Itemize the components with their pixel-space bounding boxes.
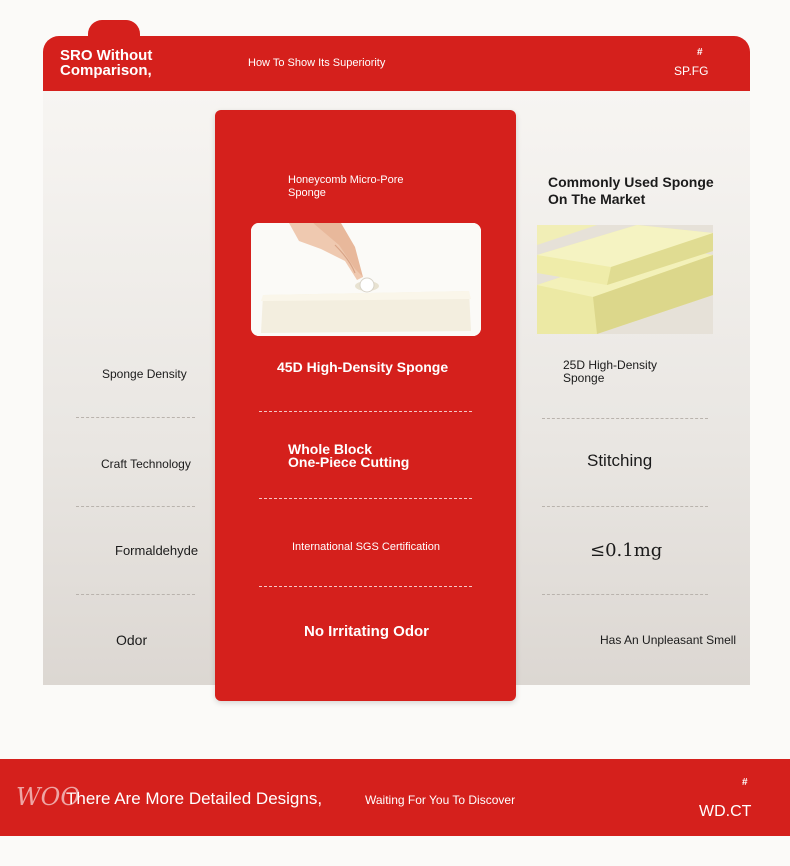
- divider-left: [76, 506, 195, 507]
- divider-card: [259, 498, 472, 499]
- row-label-formaldehyde: Formaldehyde: [115, 543, 199, 558]
- header-code: SP.FG: [674, 64, 709, 78]
- footer-code: WD.CT: [699, 803, 752, 820]
- divider-card: [259, 411, 472, 412]
- divider-left: [76, 417, 195, 418]
- divider-right: [542, 418, 708, 419]
- yellow-foam-slabs-image: [537, 225, 713, 334]
- product-craft-line2: One-Piece Cutting: [288, 454, 410, 470]
- product-craft-line1: Whole Block: [288, 441, 373, 457]
- market-density: 25D High-Density Sponge: [563, 358, 658, 385]
- product-craft: [288, 443, 409, 469]
- footer-script-logo: WOO: [16, 783, 81, 811]
- row-label-craft: Craft Technology: [101, 457, 191, 471]
- divider-card: [259, 586, 472, 587]
- product-formaldehyde: International SGS Certification: [292, 541, 440, 553]
- footer-subline: Waiting For You To Discover: [365, 793, 516, 807]
- header-title: SRO Without Comparison,: [60, 47, 153, 79]
- divider-right: [542, 506, 708, 507]
- product-odor: No Irritating Odor: [304, 623, 429, 640]
- market-craft: Stitching: [587, 451, 653, 470]
- product-photo: [251, 223, 481, 336]
- footer-headline: There Are More Detailed Designs,: [66, 789, 323, 808]
- divider-left: [76, 594, 195, 595]
- product-heading: Honeycomb Micro-Pore Sponge: [288, 174, 404, 199]
- market-photo: [537, 225, 713, 334]
- header-subtitle: How To Show Its Superiority: [248, 57, 386, 69]
- finger-pressing-foam-image: [251, 223, 481, 336]
- divider-right: [542, 594, 708, 595]
- row-label-density: Sponge Density: [102, 367, 187, 381]
- market-heading: Commonly Used Sponge On The Market: [548, 174, 714, 207]
- row-label-odor: Odor: [116, 632, 148, 648]
- market-formaldehyde: ≤0.1mg: [590, 540, 663, 561]
- footer-hash: #: [742, 777, 748, 788]
- market-odor: Has An Unpleasant Smell: [600, 633, 737, 647]
- product-density: 45D High-Density Sponge: [277, 359, 449, 375]
- header-hash: #: [697, 47, 703, 58]
